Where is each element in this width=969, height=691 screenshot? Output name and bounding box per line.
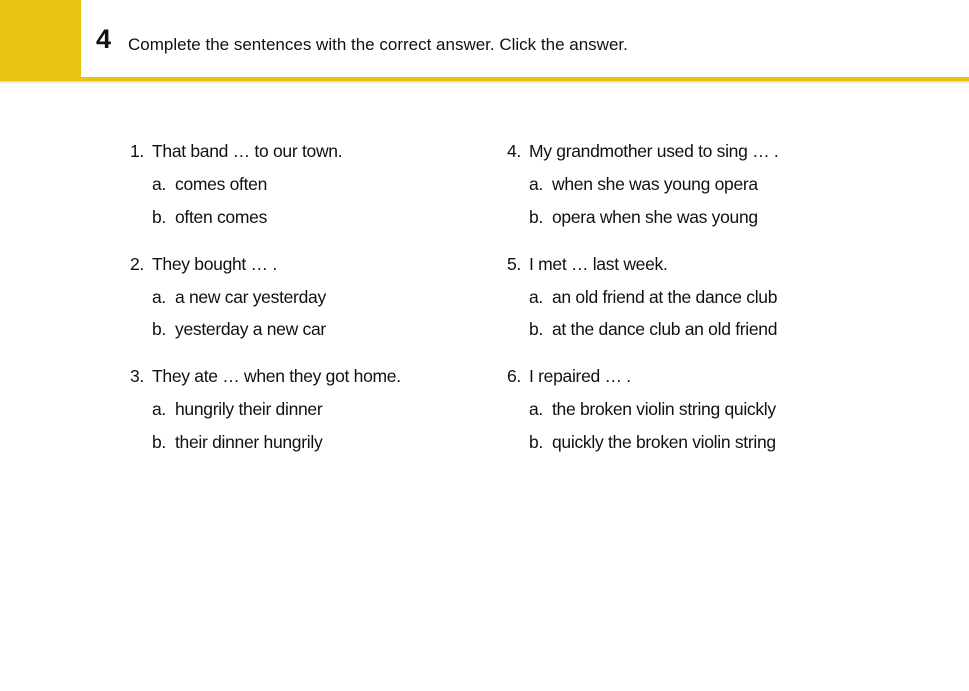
option-text: their dinner hungrily [175, 432, 323, 452]
question-5 [507, 253, 867, 351]
question-text: I met … last week. [529, 254, 668, 274]
answer-option-4a[interactable] [529, 173, 867, 206]
question-number: 2. [130, 254, 144, 274]
question-number: 6. [507, 366, 521, 386]
answer-option-5a[interactable] [529, 286, 867, 318]
question-stem [507, 365, 867, 398]
option-letter: a. [152, 399, 166, 419]
answer-option-2b[interactable] [152, 318, 490, 351]
instruction-text: Complete the sentences with the correct answer. Click the answer. [128, 35, 628, 54]
answer-option-3b[interactable] [152, 431, 490, 464]
option-letter: a. [152, 287, 166, 307]
question-stem [130, 365, 490, 398]
question-2 [130, 253, 490, 351]
question-text: They ate … when they got home. [152, 366, 401, 386]
option-text: quickly the broken violin string [552, 432, 776, 452]
option-letter: a. [529, 287, 543, 307]
answer-option-2a[interactable] [152, 286, 490, 318]
option-text: the broken violin string quickly [552, 399, 776, 419]
answer-option-3a[interactable] [152, 398, 490, 431]
option-text: often comes [175, 207, 268, 227]
option-letter: a. [529, 174, 543, 194]
question-text: That band … to our town. [152, 141, 343, 161]
question-text: I repaired … . [529, 366, 631, 386]
option-letter: b. [529, 319, 543, 339]
question-stem [130, 140, 490, 173]
answer-option-6b[interactable] [529, 431, 867, 464]
option-text: an old friend at the dance club [552, 287, 778, 307]
question-text: They bought … . [152, 254, 277, 274]
question-4 [507, 140, 867, 239]
answer-option-4b[interactable] [529, 206, 867, 239]
answer-option-5b[interactable] [529, 318, 867, 351]
option-letter: a. [529, 399, 543, 419]
question-stem [130, 253, 490, 286]
answer-option-1b[interactable] [152, 206, 490, 239]
option-letter: b. [152, 432, 166, 452]
question-number: 3. [130, 366, 144, 386]
option-letter: b. [529, 432, 543, 452]
answer-option-1a[interactable] [152, 173, 490, 206]
answer-option-6a[interactable] [529, 398, 867, 431]
question-number: 1. [130, 141, 144, 161]
option-text: a new car yesterday [175, 287, 326, 307]
option-letter: b. [529, 207, 543, 227]
question-stem [507, 253, 867, 286]
question-text: My grandmother used to sing … . [529, 141, 779, 161]
option-letter: b. [152, 207, 166, 227]
question-number: 4. [507, 141, 521, 161]
question-stem [507, 140, 867, 173]
header-accent-block [0, 0, 81, 77]
exercise-number: 4 [96, 24, 112, 54]
question-3 [130, 365, 490, 464]
question-6 [507, 365, 867, 464]
option-text: hungrily their dinner [175, 399, 323, 419]
question-number: 5. [507, 254, 521, 274]
option-letter: a. [152, 174, 166, 194]
option-text: opera when she was young [552, 207, 758, 227]
question-1 [130, 140, 490, 239]
option-text: yesterday a new car [175, 319, 326, 339]
header-shadow [0, 81, 969, 84]
option-letter: b. [152, 319, 166, 339]
option-text: at the dance club an old friend [552, 319, 778, 339]
option-text: comes often [175, 174, 268, 194]
option-text: when she was young opera [552, 174, 758, 194]
